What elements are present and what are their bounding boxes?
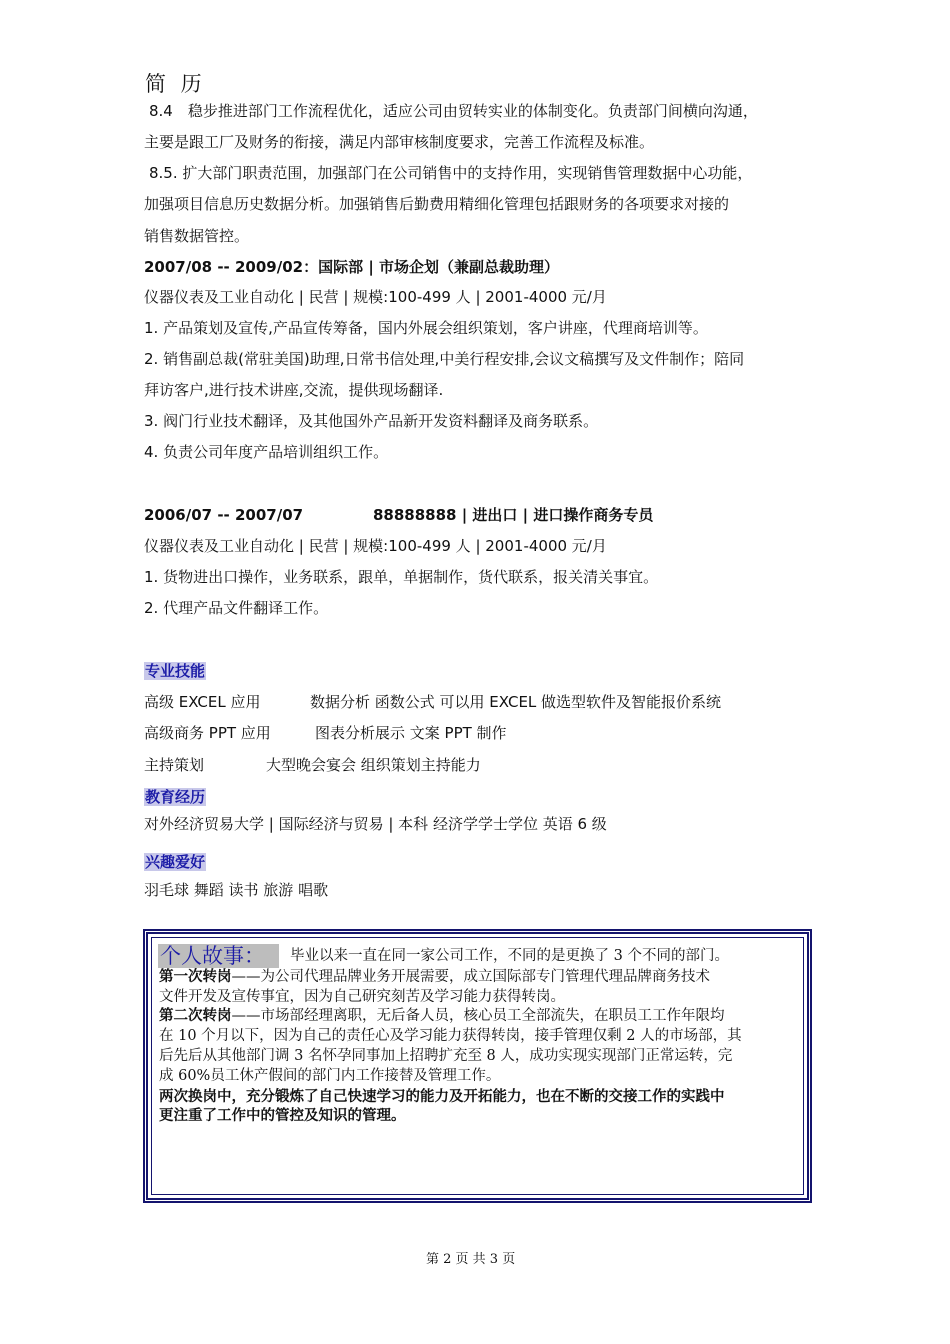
- story-second-text: ——市场部经理离职，无后备人员，核心员工全部流失，在职员工工作年限均: [231, 1008, 725, 1024]
- job1-item: 3. 阀门行业技术翻译，及其他国外产品新开发资料翻译及商务联系。: [144, 412, 599, 430]
- intro-line: 主要是跟工厂及财务的衔接，满足内部审核制度要求，完善工作流程及标准。: [144, 133, 655, 151]
- job2-title: 88888888 | 进出口 | 进口操作商务专员: [373, 506, 654, 524]
- story-first-text: ——为公司代理品牌业务开展需要，成立国际部专门管理代理品牌商务技术: [231, 969, 710, 985]
- skill-desc: 数据分析 函数公式 可以用 EXCEL 做选型软件及智能报价系统: [310, 693, 722, 711]
- hobbies-label: 兴趣爱好: [145, 853, 206, 871]
- hobbies-line: 羽毛球 舞蹈 读书 旅游 唱歌: [144, 881, 329, 899]
- job1-heading: 2007/08 -- 2009/02：国际部 | 市场企划（兼副总裁助理）: [144, 258, 560, 276]
- skills-label: 专业技能: [145, 662, 206, 680]
- education-section-label: [144, 786, 206, 807]
- job1-item: 1. 产品策划及宣传,产品宣传筹备，国内外展会组织策划，客户讲座，代理商培训等。: [144, 319, 708, 337]
- story-summary: 更注重了工作中的管控及知识的管理。: [159, 1107, 406, 1124]
- story-line: [159, 1006, 725, 1026]
- job1-item: 2. 销售副总裁(常驻美国)助理,日常书信处理,中美行程安排,会议文稿撰写及文件制作；陪同: [144, 350, 745, 368]
- page-footer: 第 2 页 共 3 页: [426, 1252, 516, 1267]
- skills-section-label: [144, 660, 206, 681]
- story-line: 成 60%员工休产假间的部门内工作接替及管理工作。: [159, 1068, 501, 1084]
- hobbies-section-label: [144, 851, 206, 872]
- job1-meta: 仪器仪表及工业自动化 | 民营 | 规模:100-499 人 | 2001-4000 元/月: [144, 288, 607, 306]
- intro-line: 销售数据管控。: [144, 227, 250, 245]
- intro-line: 8.5. 扩大部门职责范围，加强部门在公司销售中的支持作用，实现销售管理数据中心功能，: [149, 164, 753, 182]
- skill-name: 高级 EXCEL 应用: [144, 693, 261, 711]
- job2-item: 2. 代理产品文件翻译工作。: [144, 599, 329, 617]
- story-line: 文件开发及宣传事宜，因为自己研究刻苦及学习能力获得转岗。: [159, 989, 565, 1005]
- story-line: 在 10 个月以下，因为自己的责任心及学习能力获得转岗，接手管理仅剩 2 人的市场部，其: [159, 1028, 742, 1044]
- education-label: 教育经历: [145, 788, 206, 806]
- story-summary: 两次换岗中，充分锻炼了自己快速学习的能力及开拓能力，也在不断的交接工作的实践中: [159, 1088, 725, 1105]
- skill-desc: 大型晚会宴会 组织策划主持能力: [266, 756, 481, 774]
- story-intro: 毕业以来一直在同一家公司工作，不同的是更换了 3 个不同的部门。: [290, 948, 729, 964]
- education-line: 对外经济贸易大学 | 国际经济与贸易 | 本科 经济学学士学位 英语 6 级: [144, 815, 607, 833]
- story-line: [159, 967, 710, 987]
- story-second-label: 第二次转岗: [159, 1007, 232, 1024]
- job2-meta: 仪器仪表及工业自动化 | 民营 | 规模:100-499 人 | 2001-4000 元/月: [144, 537, 607, 555]
- intro-line: 8.4 稳步推进部门工作流程优化，适应公司由贸转实业的体制变化。负责部门间横向沟通，: [149, 102, 758, 120]
- story-line: 后先后从其他部门调 3 名怀孕同事加上招聘扩充至 8 人，成功实现实现部门正常运转，完: [159, 1048, 733, 1064]
- skill-name: 主持策划: [144, 756, 205, 774]
- story-first-label: 第一次转岗: [159, 968, 232, 985]
- job2-item: 1. 货物进出口操作，业务联系，跟单，单据制作，货代联系，报关清关事宜。: [144, 568, 659, 586]
- skill-desc: 图表分析展示 文案 PPT 制作: [315, 724, 507, 742]
- intro-line: 加强项目信息历史数据分析。加强销售后勤费用精细化管理包括跟财务的各项要求对接的: [144, 195, 730, 213]
- job1-item: 4. 负责公司年度产品培训组织工作。: [144, 443, 389, 461]
- skill-name: 高级商务 PPT 应用: [144, 724, 271, 742]
- page-title: 简 历: [145, 72, 206, 96]
- story-title: 个人故事：: [158, 944, 279, 968]
- story-header: [158, 940, 279, 970]
- job1-item: 拜访客户,进行技术讲座,交流，提供现场翻译.: [144, 381, 444, 399]
- job2-period: 2006/07 -- 2007/07: [144, 506, 304, 524]
